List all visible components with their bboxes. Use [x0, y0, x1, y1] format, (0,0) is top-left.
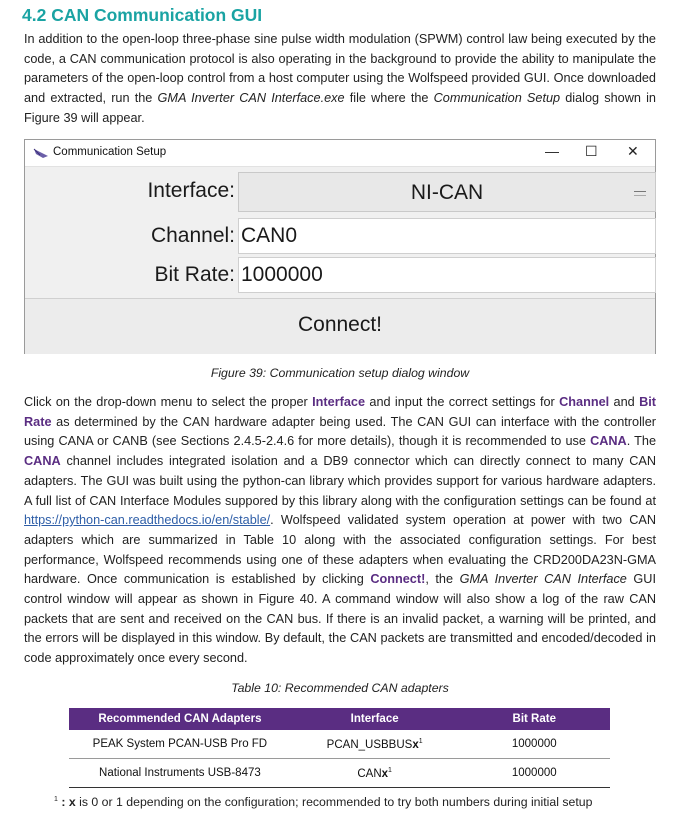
minimize-button[interactable]: — — [545, 143, 559, 159]
connect-button[interactable] — [25, 298, 655, 354]
figure-caption: Figure 39: Communication setup dialog window — [210, 366, 470, 380]
bitrate-cell: 1000000 — [459, 759, 611, 788]
section-heading: 4.2 CAN Communication GUI — [22, 5, 263, 25]
exe-filename: GMA Inverter CAN Interface.exe — [157, 91, 345, 106]
close-button[interactable]: ✕ — [627, 143, 639, 159]
table-row — [69, 730, 610, 759]
channel-label: Channel: — [150, 224, 235, 247]
maximize-button[interactable]: ☐ — [585, 143, 598, 159]
interface-selected-value: NI-CAN — [410, 181, 484, 204]
dialog-title: Communication Setup — [53, 146, 167, 158]
dropdown-indicator-icon — [634, 191, 646, 196]
interface-cell: PCAN_USBBUSx$^1$ — [291, 730, 459, 759]
interface-cell: CANx$^1$ — [291, 759, 459, 788]
bitrate-label: Bit Rate: — [154, 263, 235, 286]
channel-input[interactable] — [238, 218, 656, 254]
recommended-adapters-table — [69, 708, 610, 788]
bitrate-value: 1000000 — [241, 263, 323, 286]
communication-setup-dialog — [24, 139, 656, 354]
bitrate-input[interactable] — [238, 257, 656, 293]
table-footnote: $^1$ : x is 0 or 1 depending on the configuration; recommended to try both numbers during initial setup — [54, 795, 593, 809]
interface-label: Interface: — [147, 179, 235, 202]
header-bitrate: Bit Rate — [459, 708, 611, 730]
table-row — [69, 759, 610, 788]
dialog-titlebar — [25, 140, 655, 167]
table-caption: Table 10: Recommended CAN adapters — [231, 681, 449, 695]
channel-value: CAN0 — [241, 224, 298, 247]
adapter-cell: National Instruments USB-8473 — [69, 759, 291, 788]
body-paragraph: Click on the drop-down menu to select the proper Interface and input the correct settings for Channel and Bit Rate as determined by the CAN hardware adapter being used. The CAN GUI can interface with the controller using CANA or CANB (see Sections 2.4.5-2.4.6 for more details), though it is recommended to use CANA. The CANA channel includes integrated isolation and a DB9 connector which can directly connect to many CAN adapters. The GUI was built using the python-can library which provides support for various hardware adapters. A full list of CAN Interface Modules suppored by this library along with the configuration settings can be found at https://python-can.readthedocs.io/en/stable/. Wolfspeed validated system operation at power with two CAN adapters which are summarized in Table 10 along with the associated configuration settings. For best performance, Wolfspeed recommends using one of these adapters when evaluating the CRD200DA23N-GMA hardware. Once communication is established by clicking Connect!, the GMA Inverter CAN Interface GUI control window will appear as shown in Figure 40. A command window will also show a log of the raw CAN packets that are sent and received on the CAN bus. If there is an invalid packet, a warning will be printed, and the errors will be displayed in this window. By default, the CAN packets are transmitted and encoded/decoded in code approximately once every second. — [24, 395, 657, 666]
interface-dropdown[interactable] — [238, 172, 656, 212]
dialog-name: Communication Setup — [433, 91, 561, 106]
adapter-cell: PEAK System PCAN-USB Pro FD — [69, 730, 291, 759]
feather-app-icon — [33, 147, 49, 159]
connect-button-label: Connect! — [297, 313, 383, 336]
header-interface: Interface — [291, 708, 459, 730]
intro-paragraph: In addition to the open-loop three-phase sine pulse width modulation (SPWM) control law being executed by the code, a CAN communication protocol is also operating in the background to provide the ability to manipulate the parameters of the open-loop control from a host computer using the Wolfspeed provided GUI. Once downloaded and extracted, run the GMA Inverter CAN Interface.exe file where the Communication Setup dialog shown in Figure 39 will appear. — [24, 32, 656, 125]
table-header-row — [69, 708, 610, 730]
python-can-link[interactable]: https://python-can.readthedocs.io/en/stable/ — [24, 513, 271, 528]
bitrate-cell: 1000000 — [459, 730, 611, 759]
header-adapters: Recommended CAN Adapters — [69, 708, 291, 730]
